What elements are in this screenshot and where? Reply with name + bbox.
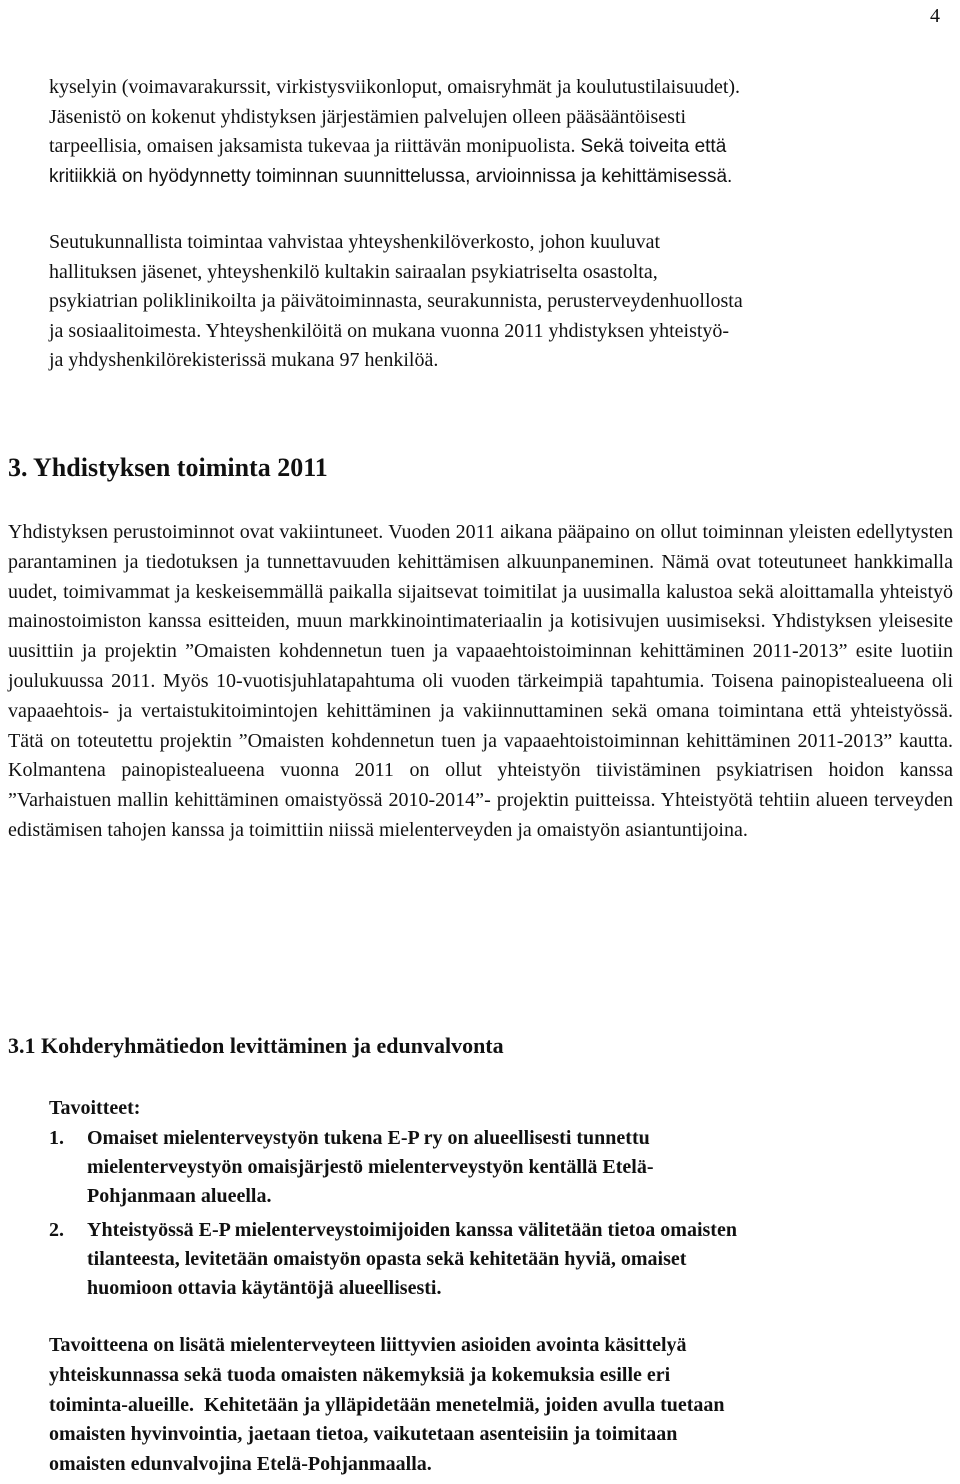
goal-item xyxy=(49,1216,919,1303)
goals-list xyxy=(49,1124,919,1303)
section-3-1-heading: 3.1 Kohderyhmätiedon levittäminen ja edunvalvonta xyxy=(8,1033,504,1058)
section-3-heading: 3. Yhdistyksen toiminta 2011 xyxy=(8,453,328,482)
closing-line: omaisten hyvinvointia, jaetaan tietoa, vaikutetaan asenteisiin ja toimitaan xyxy=(49,1423,678,1446)
intro-feedback-text: Sekä toiveita että xyxy=(580,136,727,157)
intro-line xyxy=(49,132,907,162)
goal-item xyxy=(49,1124,919,1211)
closing-paragraph xyxy=(49,1331,909,1480)
goal-line: Yhteistyössä E-P mielenterveystoimijoiden kanssa välitetään tietoa omaisten xyxy=(87,1219,737,1241)
goal-line: mielenterveystyön omaisjärjestö mielenterveystyön kentällä Etelä- xyxy=(87,1156,654,1178)
intro-feedback-line: kritiikkiä on hyödynnetty toiminnan suunnittelussa, arvioinnissa ja kehittämisessä. xyxy=(49,165,733,187)
closing-line: omaisten edunvalvojina Etelä-Pohjanmaalla. xyxy=(49,1453,432,1476)
network-line: ja yhdyshenkilörekisterissä mukana 97 henkilöä. xyxy=(49,349,439,371)
goals-label: Tavoitteet: xyxy=(49,1097,141,1119)
network-line: psykiatrian poliklinikoilta ja päivätoiminnasta, seurakunnista, perusterveydenhuollosta xyxy=(49,290,743,312)
network-paragraph xyxy=(49,228,907,376)
closing-line: toiminta-alueille. Kehitetään ja ylläpidetään menetelmiä, joiden avulla tuetaan xyxy=(49,1393,725,1416)
section-3-body: Yhdistyksen perustoiminnot ovat vakiintuneet. Vuoden 2011 aikana pääpaino on ollut toiminnan yleisten edellytysten parantaminen ja tiedotuksen ja tunnettavuuden kehittämisen alkuunpaneminen. Nämä ovat toteutuneet hankkimalla uudet, toimivammat ja keskeisemmällä paikalla sijaitsevat toimitilat ja uusimalla kalustoa sekä aloittamalla yhteistyö mainostoimiston kanssa esitteiden, muun markkinointimateriaalin ja kotisivujen uusimiseksi. Yhdistyksen yleisesite uusittiin ja projektin ”Omaisten kohdennetun tuen ja vapaaehtoistoiminnan kehittäminen 2011-2013” esite luotiin joulukuussa 2011. Myös 10-vuotisjuhlatapahtuma oli vuoden tärkeimpiä tapahtumia. Toisena painopistealueena oli vapaaehtois- ja vertaistukitoimintojen kehittäminen ja vakiinnuttaminen sekä omana toimintana että yhteistyössä. Tätä on toteutettu projektin ”Omaisten kohdennetun tuen ja vapaaehtoistoiminnan kehittäminen 2011-2013” kautta. Kolmantena painopistealueena vuonna 2011 on ollut yhteistyön tiivistäminen psykiatrisen hoidon kanssa ”Varhaistuen mallin kehittäminen omaistyössä 2010-2014”- projektin puitteissa. Yhteistyötä tehtiin alueen terveyden edistämisen tahojen kanssa ja toimittiin niissä mielenterveyden ja omaistyön asiantuntijoina. xyxy=(8,521,953,841)
intro-paragraph xyxy=(49,73,907,191)
closing-line: yhteiskunnassa sekä tuoda omaisten näkemyksiä ja kokemuksia esille eri xyxy=(49,1363,671,1386)
intro-line-text: tarpeellisia, omaisen jaksamista tukevaa ja riittävän monipuolista. xyxy=(49,135,576,157)
closing-line: Tavoitteena on lisätä mielenterveyteen liittyvien asioiden avointa käsittelyä xyxy=(49,1334,687,1356)
goal-line: tilanteesta, levitetään omaistyön opasta sekä kehitetään hyviä, omaiset xyxy=(87,1248,687,1270)
intro-line: Jäsenistö on kokenut yhdistyksen järjestämien palvelujen olleen pääsääntöisesti xyxy=(49,105,687,128)
goal-line: Pohjanmaan alueella. xyxy=(87,1185,272,1207)
network-line: ja sosiaalitoimesta. Yhteyshenkilöitä on mukana vuonna 2011 yhdistyksen yhteistyö- xyxy=(49,319,730,342)
goal-number: 2. xyxy=(49,1219,64,1241)
intro-line: kyselyin (voimavarakurssit, virkistysviikonloput, omaisryhmät ja koulutustilaisuudet). xyxy=(49,76,741,98)
network-line: Seutukunnallista toimintaa vahvistaa yhteyshenkilöverkosto, johon kuuluvat xyxy=(49,231,661,253)
page-number: 4 xyxy=(930,5,940,27)
goal-line: Omaiset mielenterveystyön tukena E-P ry on alueellisesti tunnettu xyxy=(87,1127,650,1149)
goal-line: huomioon ottavia käytäntöjä alueellisesti. xyxy=(87,1277,442,1299)
goal-number: 1. xyxy=(49,1127,64,1149)
network-line: hallituksen jäsenet, yhteyshenkilö kultakin sairaalan psykiatriselta osastolta, xyxy=(49,260,658,283)
